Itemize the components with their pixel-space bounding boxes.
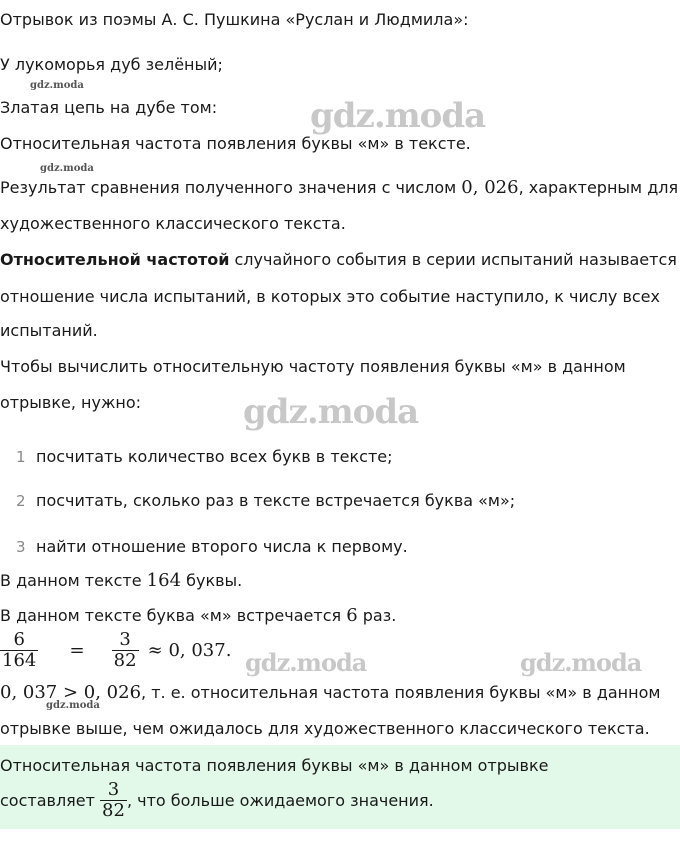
result-line-2: художественного классического текста. (0, 214, 346, 233)
watermark: gdz.moda (243, 392, 419, 432)
watermark-small: gdz.moda (30, 80, 84, 91)
watermark: gdz.moda (245, 648, 367, 677)
answer-line-2 (0, 780, 434, 821)
compare-line-2: отрывке выше, чем ожидалось для художественного классического текста. (0, 719, 650, 738)
total-letters-line (0, 570, 242, 592)
fraction-3-82 (112, 630, 139, 671)
calc-intro-2: отрывке, нужно: (0, 393, 141, 412)
calc-intro-1: Чтобы вычислить относительную частоту появления буквы «м» в данном (0, 357, 626, 376)
watermark-small: gdz.moda (40, 163, 94, 174)
denominator: 82 (102, 800, 125, 821)
result-line (0, 177, 678, 199)
m-text-a: В данном тексте буква «м» встречается (0, 606, 347, 625)
m-text-b: раз. (357, 606, 397, 625)
definition-line-3: испытаний. (0, 321, 98, 340)
fraction-6-164 (0, 630, 38, 671)
watermark: gdz.moda (310, 96, 486, 136)
step-text: найти отношение второго числа к первому. (36, 537, 408, 556)
step-text: посчитать, сколько раз в тексте встречается буква «м»; (36, 491, 516, 510)
numerator: 3 (119, 629, 131, 650)
step-number: 1 (16, 448, 26, 466)
watermark: gdz.moda (520, 648, 642, 677)
total-text-b: буквы. (181, 571, 243, 590)
definition-line-1 (0, 249, 677, 271)
task-line: Относительная частота появления буквы «м» в тексте. (0, 134, 471, 153)
definition-line-2: отношение числа испытаний, в которых это событие наступило, к числу всех (0, 287, 660, 306)
compare-text: , т. е. относительная частота появления буквы «м» в данном (141, 683, 661, 702)
answer-text-a: составляет (0, 791, 101, 810)
result-number: 0, 026 (461, 177, 519, 198)
numerator: 6 (13, 629, 25, 650)
result-text-b: , характерным для (518, 178, 679, 197)
step-text: посчитать количество всех букв в тексте; (36, 447, 393, 466)
formula-line (0, 630, 231, 671)
definition-term: Относительной частотой (0, 250, 230, 269)
m-count-line (0, 605, 396, 627)
total-number: 164 (146, 570, 182, 591)
denominator: 164 (2, 650, 37, 671)
result-text-a: Результат сравнения полученного значения с числом (0, 178, 462, 197)
numerator: 3 (107, 779, 120, 800)
title-line: Отрывок из поэмы А. С. Пушкина «Руслан и Людмила»: (0, 10, 469, 29)
poem-line-2: Златая цепь на дубе том: (0, 98, 218, 117)
answer-line-1: Относительная частота появления буквы «м» в данном отрывке (0, 756, 549, 775)
answer-text-b: , что больше ожидаемого значения. (126, 791, 434, 810)
equals-sign: = (69, 640, 85, 661)
watermark-small: gdz.moda (46, 700, 100, 711)
total-text-a: В данном тексте (0, 571, 147, 590)
definition-text: случайного события в серии испытаний называется (229, 250, 677, 269)
poem-line-1: У лукоморья дуб зелёный; (0, 55, 223, 74)
denominator: 82 (113, 650, 137, 671)
approx-value: ≈ 0, 037. (147, 640, 232, 661)
step-number: 2 (16, 492, 26, 510)
answer-fraction (100, 780, 127, 821)
compare-math: 0, 037 > 0, 026 (0, 682, 142, 703)
step-number: 3 (16, 538, 26, 556)
m-number: 6 (346, 605, 358, 626)
